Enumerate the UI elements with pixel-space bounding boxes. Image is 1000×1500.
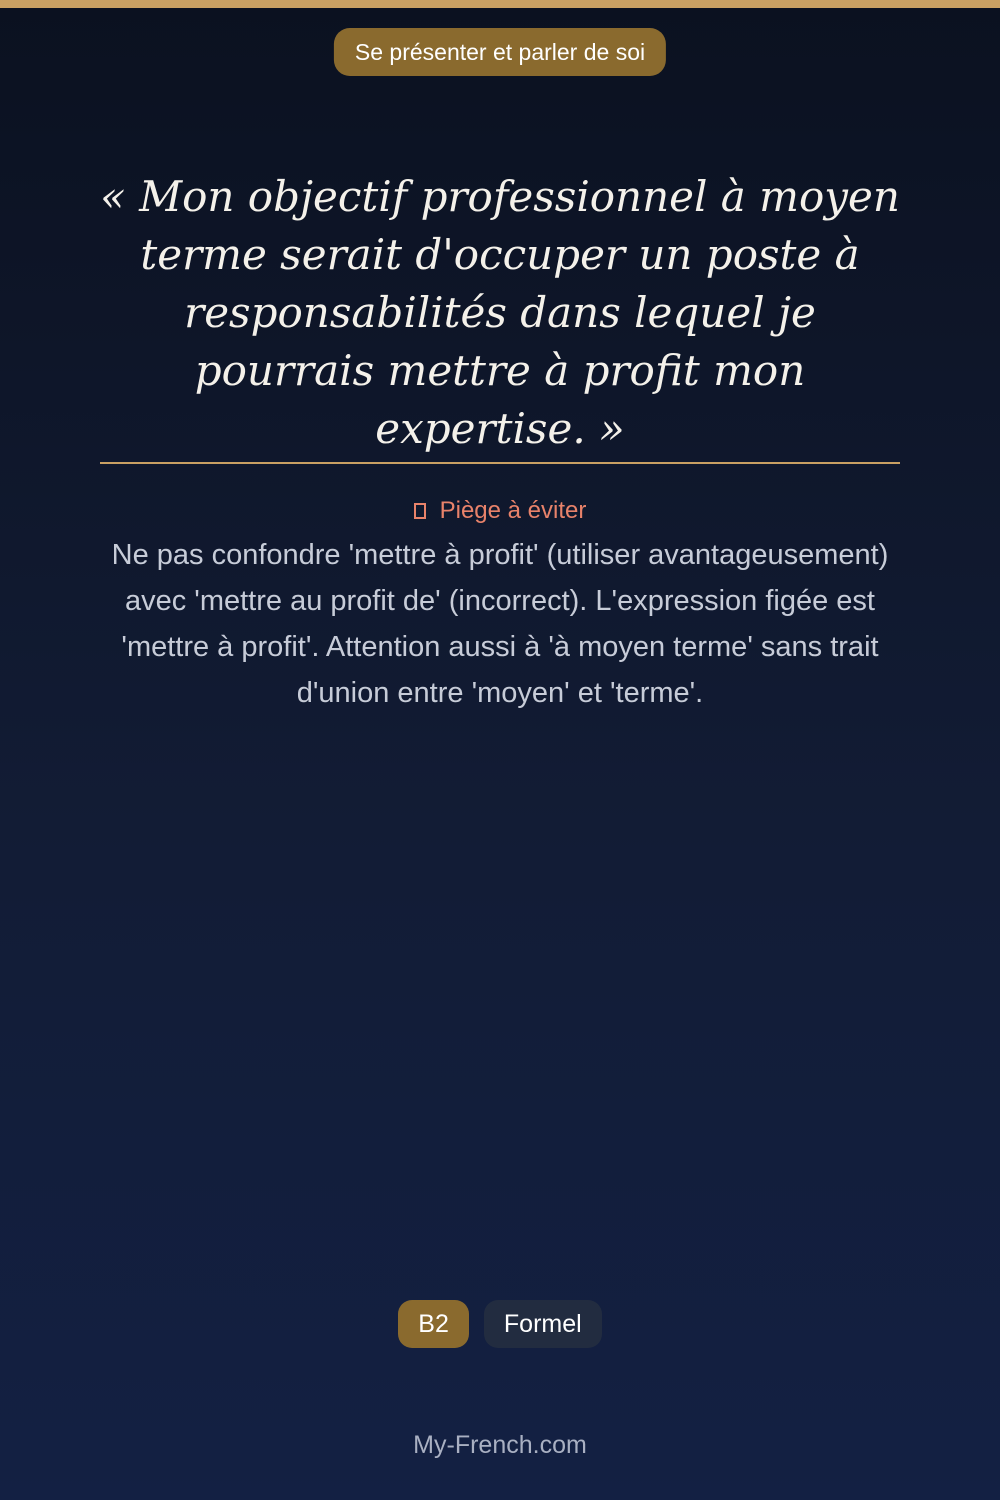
divider — [100, 462, 900, 464]
site-footer: My-French.com — [413, 1431, 587, 1459]
level-tag: B2 — [398, 1300, 469, 1348]
pitfall-title: Piège à éviter — [439, 497, 587, 524]
category-badge: Se présenter et parler de soi — [334, 28, 666, 76]
warning-icon — [414, 503, 426, 519]
top-accent-bar — [0, 0, 1000, 8]
register-tag: Formel — [484, 1300, 602, 1348]
pitfall-heading — [0, 494, 1000, 528]
example-quote: « Mon objectif professionnel à moyen terme serait d'occuper un poste à responsabilités dans lequel je pourrais mettre à profit mon expertise. » — [100, 172, 900, 453]
tag-list — [0, 1300, 1000, 1348]
pitfall-explanation: Ne pas confondre 'mettre à profit' (utiliser avantageusement) avec 'mettre au profit de' (incorrect). L'expression figée est 'mettre à profit'. Attention aussi à 'à moyen terme' sans trait d'union entre 'moyen' et 'terme'. — [111, 539, 889, 709]
